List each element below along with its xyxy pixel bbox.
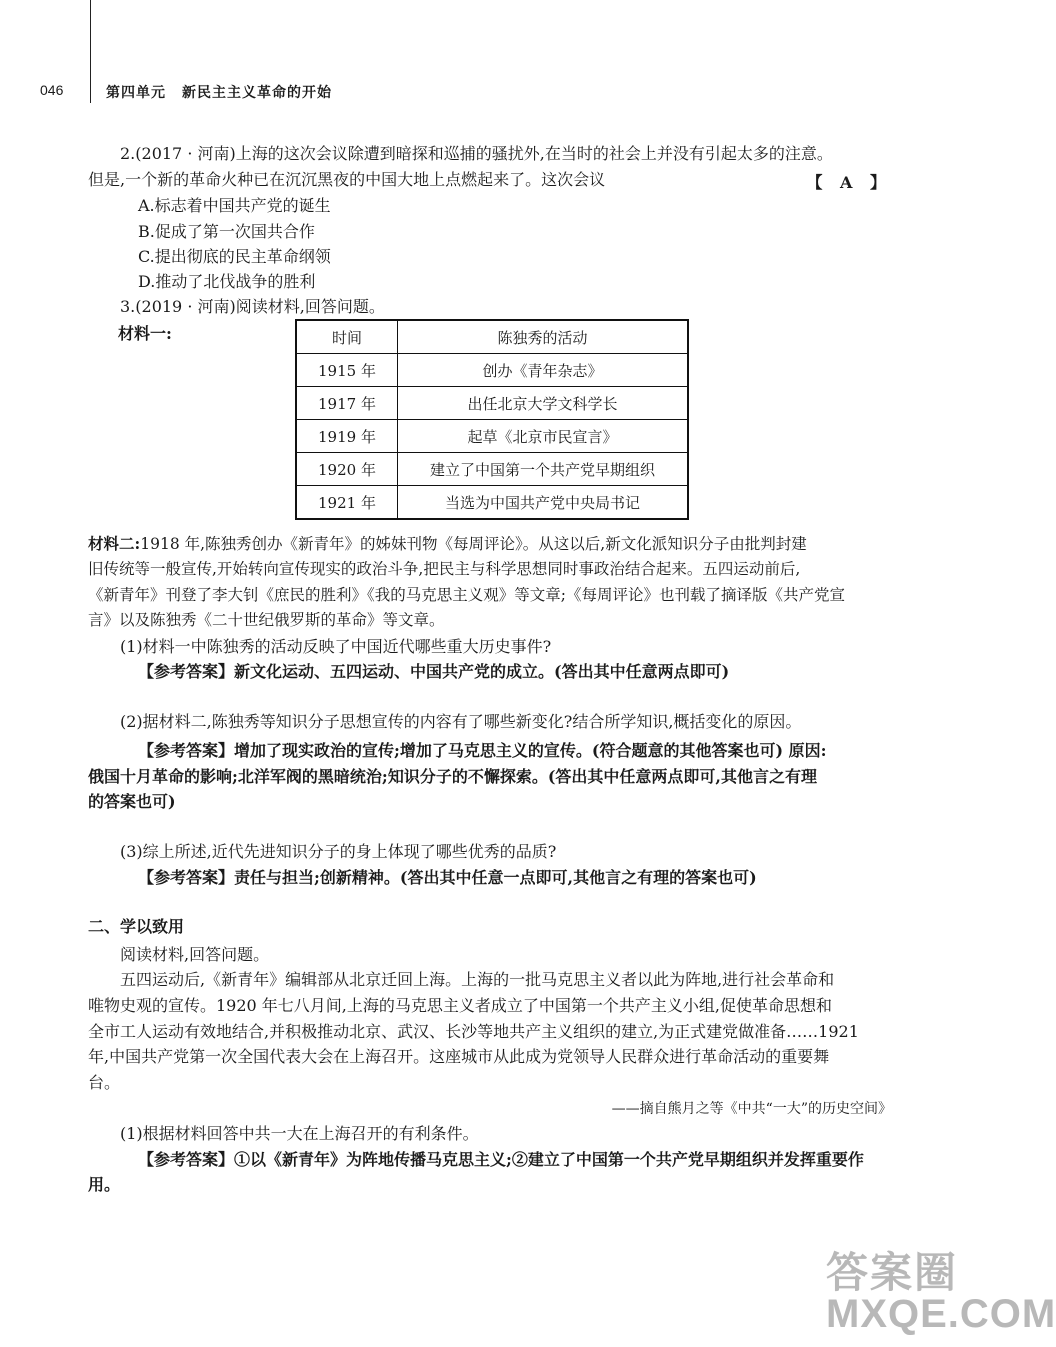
passage-line2: 唯物史观的宣传。1920 年七八月间,上海的马克思主义者成立了中国第一个共产主义小组,促使革命思想和 [88,996,832,1015]
table-cell-activity: 建立了中国第一个共产党早期组织 [398,453,689,486]
q2-stem-line1: 2.(2017 · 河南)上海的这次会议除遭到暗探和巡捕的骚扰外,在当时的社会上并没有引起太多的注意。 [120,144,833,163]
table-cell-activity: 当选为中国共产党中央局书记 [398,486,689,520]
table-header-row [296,320,688,354]
answer-label: 【参考答案】 [138,741,235,760]
table-row [296,354,688,387]
material2-line2: 旧传统等一般宣传,开始转向宣传现实的政治斗争,把民主与科学思想同时事政治结合起来。五四运动前后, [88,560,801,578]
material2-label: 材料二: [88,534,141,553]
watermark-line2: MXQE.COM [826,1292,1056,1336]
unit-label: 第四单元 [106,84,166,100]
q2-stem-line2: 但是,一个新的革命火种已在沉沉黑夜的中国大地上点燃起来了。这次会议 [88,170,606,189]
q3-sub1-question: (1)材料一中陈独秀的活动反映了中国近代哪些重大历史事件? [120,637,552,656]
table-cell-activity: 创办《青年杂志》 [398,354,689,387]
section2-sub1-question: (1)根据材料回答中共一大在上海召开的有利条件。 [120,1124,479,1143]
q2-option-c: C.提出彻底的民主革命纲领 [138,247,331,266]
page-number: 046 [40,82,64,98]
material1-table [295,319,689,520]
passage-line1: 五四运动后,《新青年》编辑部从北京迁回上海。上海的一批马克思主义者以此为阵地,进行社会革命和 [120,970,835,989]
table-row [296,420,688,453]
passage-source: ——摘自熊月之等《中共“一大”的历史空间》 [611,1101,892,1117]
table-cell-year: 1921 年 [296,486,398,520]
q3-sub2-question: (2)据材料二,陈独秀等知识分子思想宣传的内容有了哪些新变化?结合所学知识,概括变化的原因。 [120,712,802,731]
watermark [826,1240,1056,1337]
table-header-activity: 陈独秀的活动 [398,320,689,354]
answer-label: 【参考答案】 [138,868,235,887]
unit-title: 新民主主义革命的开始 [182,84,332,100]
q3-sub3-answer: 【参考答案】责任与担当;创新精神。(答出其中任意一点即可,其他言之有理的答案也可) [138,868,757,887]
table-cell-activity: 出任北京大学文科学长 [398,387,689,420]
table-row [296,453,688,486]
table-cell-year: 1920 年 [296,453,398,486]
q2-answer: 【 A 】 [806,173,892,192]
header-divider [90,0,91,103]
passage-line4: 年,中国共产党第一次全国代表大会在上海召开。这座城市从此成为党领导人民群众进行革命活动的重要舞 [88,1047,830,1066]
q3-sub2-answer-line2: 俄国十月革命的影响;北洋军阀的黑暗统治;知识分子的不懈探索。(答出其中任意两点即可,其他言之有理 [88,767,817,786]
material2-line3: 《新青年》刊登了李大钊《庶民的胜利》《我的马克思主义观》等文章;《每周评论》也刊载了摘译版《共产党宣 [88,586,845,604]
q3-sub1-answer: 【参考答案】新文化运动、五四运动、中国共产党的成立。(答出其中任意两点即可) [138,662,730,681]
material1-label: 材料一: [118,324,172,343]
watermark-line1: 答案圈 [826,1249,959,1296]
q2-option-d: D.推动了北伐战争的胜利 [138,272,316,291]
unit-header [106,82,332,102]
section2-intro: 阅读材料,回答问题。 [120,945,270,964]
q3-sub2-answer-line3: 的答案也可) [88,792,176,811]
table-row [296,486,688,520]
passage-line5: 台。 [88,1073,121,1092]
table-header-time: 时间 [296,320,398,354]
table-cell-year: 1915 年 [296,354,398,387]
table-cell-year: 1919 年 [296,420,398,453]
section2-title: 二、学以致用 [88,919,185,936]
q2-option-b: B.促成了第一次国共合作 [138,222,315,241]
material2-line4: 言》以及陈独秀《二十世纪俄罗斯的革命》等文章。 [88,611,445,629]
material2-line1: 材料二:1918 年,陈独秀创办《新青年》的姊妹刊物《每周评论》。从这以后,新文化派知识分子由批判封建 [88,534,807,553]
q3-sub2-answer-line1: 【参考答案】增加了现实政治的宣传;增加了马克思主义的宣传。(符合题意的其他答案也可) 原因: [138,741,827,760]
passage-line3: 全市工人运动有效地结合,并积极推动北京、武汉、长沙等地共产主义组织的建立,为正式建党做准备……1921 [88,1022,859,1041]
section2-sub1-answer-line1: 【参考答案】①以《新青年》为阵地传播马克思主义;②建立了中国第一个共产党早期组织并发挥重要作 [138,1150,864,1169]
table-cell-activity: 起草《北京市民宣言》 [398,420,689,453]
answer-label: 【参考答案】 [138,662,235,681]
q3-stem: 3.(2019 · 河南)阅读材料,回答问题。 [120,297,385,316]
section2-sub1-answer-line2: 用。 [88,1175,121,1194]
table-cell-year: 1917 年 [296,387,398,420]
answer-label: 【参考答案】 [138,1150,235,1169]
q2-option-a: A.标志着中国共产党的诞生 [138,196,331,215]
q3-sub3-question: (3)综上所述,近代先进知识分子的身上体现了哪些优秀的品质? [120,842,557,861]
table-row [296,387,688,420]
